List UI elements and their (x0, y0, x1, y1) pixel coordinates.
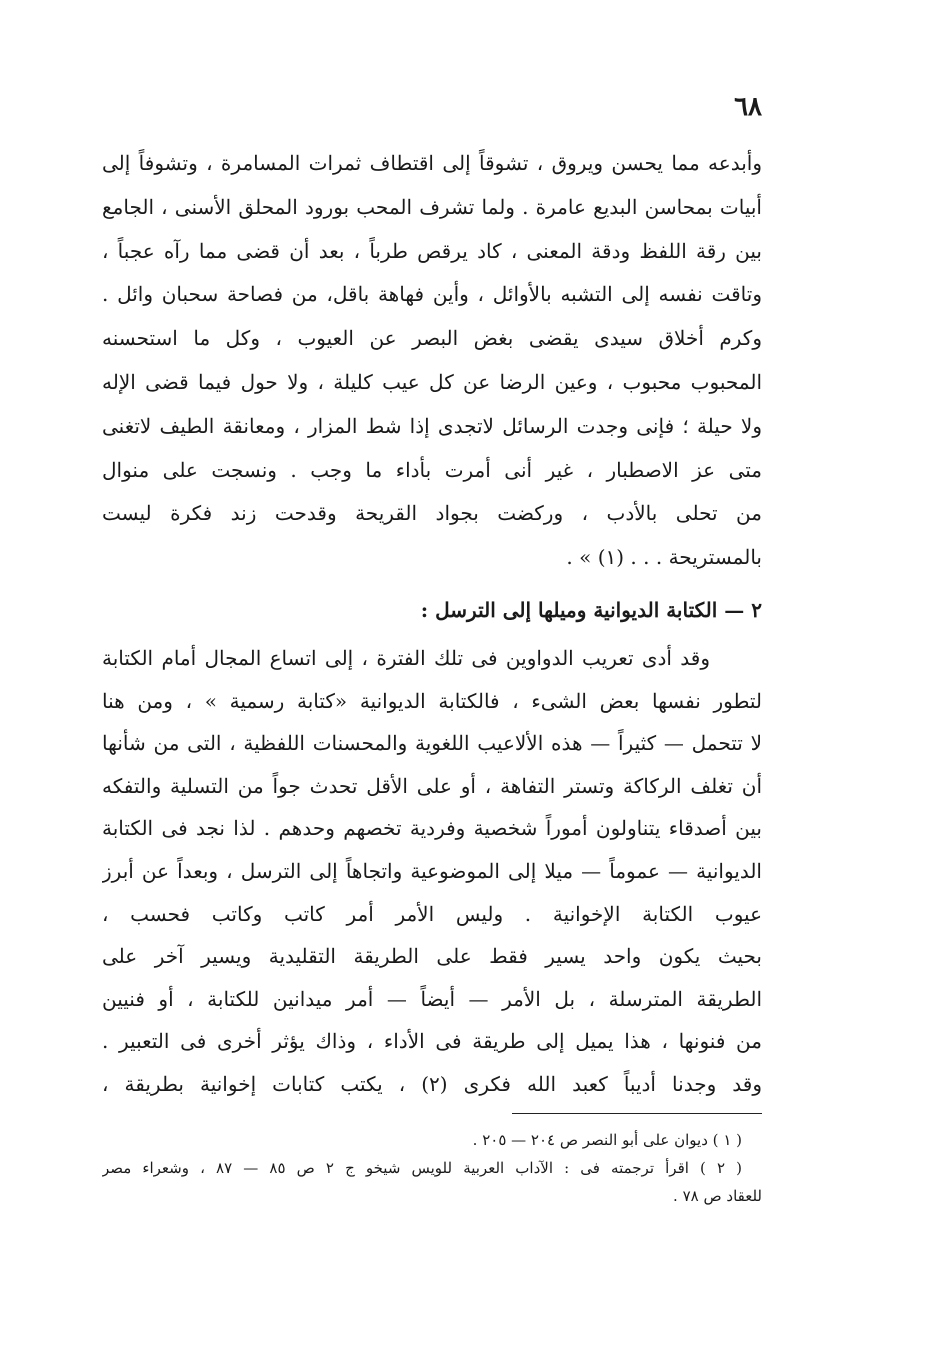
text-line: وقد وجدنا أديباً كعبد الله فكرى (٢) ، يكتب كتابات إخوانية بطريقة ، (102, 1071, 762, 1096)
text-line: لا تتحمل — كثيراً — هذه الألاعيب اللغوية والمحسنات اللفظية ، التى من شأنها (102, 731, 762, 756)
page-number: ٦٨ (734, 92, 762, 122)
text-line: بين رقة اللفظ ودقة المعنى ، كاد يرقص طرباً ، بعد أن قضى مما رآه عجباً ، (102, 238, 762, 263)
text-line: المحبوب محبوب ، وعين الرضا عن كل عيب كليلة ، ولا حول فيما قضى الإله (102, 369, 762, 394)
text-line: من فنونها ، هذا يميل إلى طريقة فى الأداء ، وذاك يؤثر أخرى فى التعبير . (102, 1029, 762, 1054)
text-line: أن تغلف الركاكة وتستر التفاهة ، أو على الأقل تحدث جواً من التسلية والتفكه (102, 773, 762, 798)
text-line: بين أصدقاء يتناولون أموراً شخصية وفردية تخصهم وحدهم . لذا نجد فى الكتابة (102, 816, 762, 841)
text-line: بالمستريحة . . . (١) » . (566, 545, 762, 570)
text-line: الطريقة المترسلة ، بل الأمر — أيضاً — أمر ميدانين للكتابة ، أو فنيين (102, 986, 762, 1011)
text-line: من تحلى بالأدب ، وركضت بجواد القريحة وقدحت زند فكرة ليست (102, 501, 762, 526)
section-heading: ٢ — الكتابة الديوانية وميلها إلى الترسل : (420, 598, 762, 622)
footnote-2-continued: للعقاد ص ٧٨ . (673, 1187, 762, 1205)
footnote-divider (512, 1113, 762, 1114)
text-line: وكرم أخلاق سيدى يقضى بغض البصر عن العيوب ، وكل ما استحسنه (102, 326, 762, 351)
text-line: بحيث يكون واحد يسير فقط على الطريقة التقليدية ويسير آخر على (102, 944, 762, 969)
text-line: لتطور نفسها بعض الشىء ، فالكتابة الديوانية «كتابة رسمية » ، ومن هنا (102, 688, 762, 713)
text-line: عيوب الكتابة الإخوانية . وليس الأمر أمر كاتب وكاتب فحسب ، (102, 901, 762, 926)
paragraph-2 (102, 637, 762, 1106)
text-line: وتاقت نفسه إلى التشبه بالأوائل ، وأين فهاهة باقل، من فصاحة سحبان وائل . (102, 282, 762, 307)
footnote-2: ( ٢ ) اقرأ ترجمته فى : الآداب العربية للويس شيخو ج ٢ ص ٨٥ — ٨٧ ، وشعراء مصر (102, 1159, 743, 1177)
footnote-1: ( ١ ) ديوان على أبو النصر ص ٢٠٤ — ٢٠٥ . (472, 1131, 742, 1149)
footnotes (102, 1126, 762, 1210)
text-line: وقد أدى تعريب الدواوين فى تلك الفترة ، إلى اتساع المجال أمام الكتابة (102, 646, 710, 670)
text-line: أبيات بمحاسن البديع عامرة . ولما تشرف المحب بورود المحلق الأسنى ، الجامع (102, 194, 762, 219)
text-line: وأبدعه مما يحسن ويروق ، تشوقاً إلى اقتطاف ثمرات المسامرة ، وتشوفاً إلى (102, 151, 762, 175)
paragraph-1 (102, 142, 762, 580)
text-line: متى عز الاصطبار ، غير أنى أمرت بأداء ما وجب . ونسجت على منوال (102, 457, 762, 482)
text-line: ولا حيلة ؛ فإنى وجدت الرسائل لاتجدى إذا شط المزار ، ومعانقة الطيف لاتغنى (102, 413, 762, 438)
text-line: الديوانية — عموماً — ميلا إلى الموضوعية واتجاهاً إلى الترسل ، وبعداً عن أبرز (102, 858, 762, 883)
